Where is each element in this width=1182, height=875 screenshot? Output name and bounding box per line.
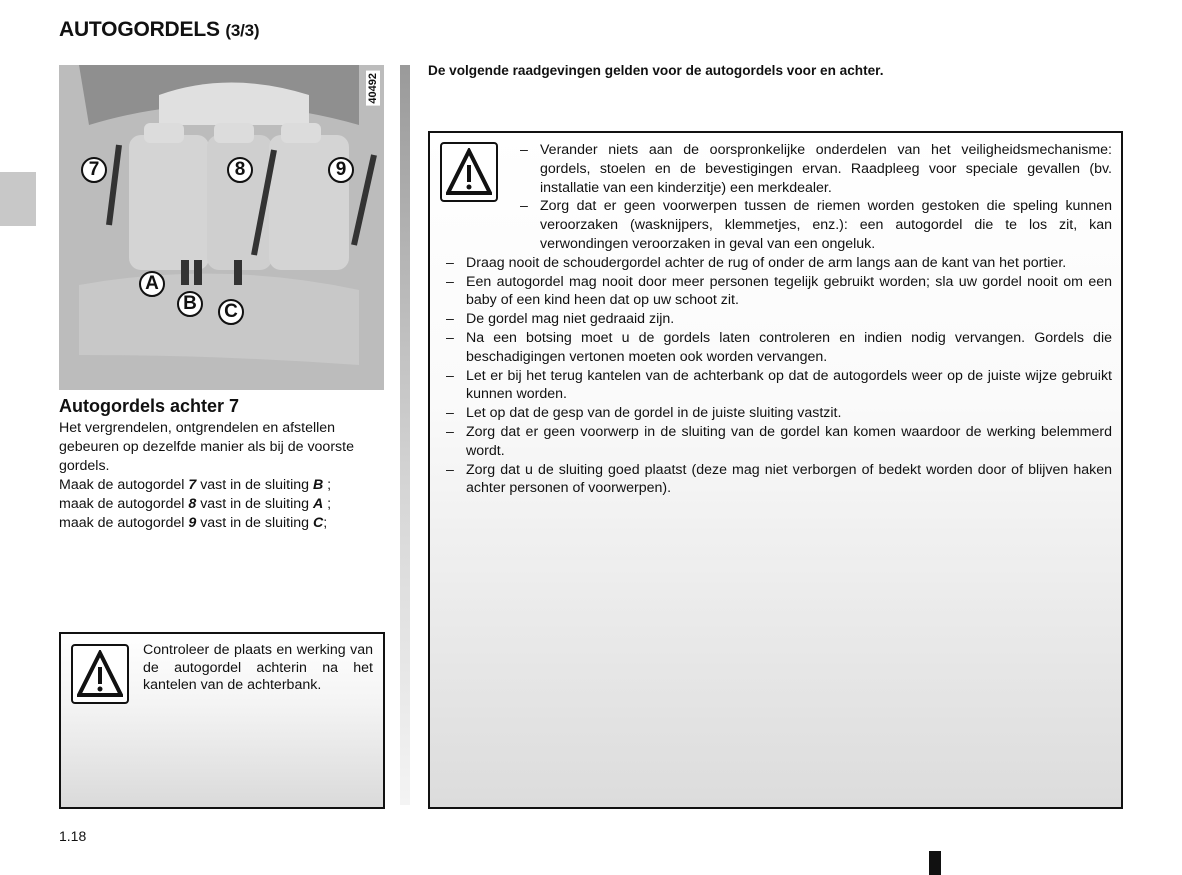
warning-icon: [71, 644, 129, 704]
list-item: – Draag nooit de schoudergordel achter de rug of onder de arm langs aan de kant van het portier.: [442, 254, 1112, 273]
list-item: – Zorg dat er geen voorwerp in de sluiting van de gordel kan komen waardoor de werking belemmerd wordt.: [442, 423, 1112, 461]
callout-A: A: [139, 271, 165, 297]
rear-seat-illustration: [59, 65, 384, 390]
callout-7: 7: [81, 157, 107, 183]
list-item: – Verander niets aan de oorspronkelijke onderdelen van het veiligheidsmechanisme: gordels, stoelen en de bevestigingen ervan. Raadpleeg voor speciale gevallen (bv. installatie van een kinderzitje) een merkdealer.: [516, 141, 1112, 197]
list-item: – Na een botsing moet u de gordels laten controleren en indien nodig vervangen. Gordels die beschadigingen vertonen moeten ook worden vervangen.: [442, 329, 1112, 367]
page-number: 1.18: [59, 828, 87, 844]
callout-8: 8: [227, 157, 253, 183]
instruction-line: maak de autogordel 8 vast in de sluiting A ;: [59, 496, 332, 512]
list-item: – Zorg dat u de sluiting goed plaatst (deze mag niet verborgen of bedekt worden door of blijven haken achter personen of voorwerpen).: [442, 461, 1112, 499]
rear-seat-photo: [59, 65, 384, 390]
list-item: – Zorg dat er geen voorwerpen tussen de riemen worden gestoken die speling kunnen veroorzaken (wasknijpers, klemmetjes, enz.): een autogordel die te los zit, kan verwondingen veroorzaken in geval van een ongeluk.: [516, 197, 1112, 253]
right-warning-box: [428, 131, 1123, 809]
figure-code: 40492: [367, 73, 379, 104]
instruction-line: maak de autogordel 9 vast in de sluiting C;: [59, 515, 328, 531]
instruction-line: Maak de autogordel 7 vast in de sluiting B ;: [59, 477, 332, 493]
left-body: [59, 419, 387, 533]
list-item: – Een autogordel mag nooit door meer personen tegelijk gebruikt worden; sla uw gordel nooit om een baby of een kind heen dat op uw schoot zit.: [442, 273, 1112, 311]
list-item: – Let er bij het terug kantelen van de achterbank op dat de autogordels weer op de juiste wijze gebruikt kunnen worden.: [442, 367, 1112, 405]
page-title: [59, 18, 259, 42]
warning-text: Controleer de plaats en werking van de autogordel achterin na het kantelen van de achterbank.: [143, 642, 373, 693]
title-text: AUTOGORDELS: [59, 18, 220, 41]
left-warning-box: [59, 632, 385, 809]
safety-list: [442, 141, 1112, 498]
intro-paragraph: Het vergrendelen, ontgrendelen en afstellen gebeuren op dezelfde manier als bij de voorste gordels.: [59, 420, 354, 474]
section-heading: Autogordels achter 7: [59, 396, 240, 416]
section-tab: [0, 172, 36, 226]
callout-C: C: [218, 299, 244, 325]
callout-9: 9: [328, 157, 354, 183]
column-divider: [400, 65, 410, 805]
print-mark: [929, 851, 941, 875]
callout-B: B: [177, 291, 203, 317]
right-intro: De volgende raadgevingen gelden voor de autogordels voor en achter.: [428, 63, 884, 78]
title-suffix: (3/3): [225, 21, 260, 40]
list-item: – De gordel mag niet gedraaid zijn.: [442, 310, 1112, 329]
list-item: – Let op dat de gesp van de gordel in de juiste sluiting vastzit.: [442, 404, 1112, 423]
